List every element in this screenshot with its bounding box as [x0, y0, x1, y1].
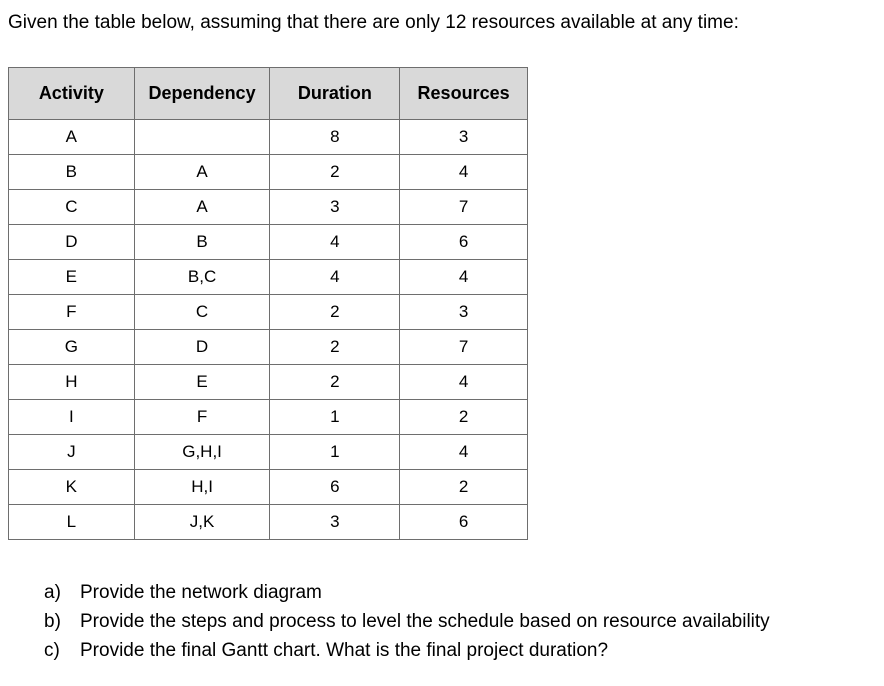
cell-duration: 2	[270, 155, 400, 190]
table-header	[9, 68, 528, 120]
cell-resources: 6	[400, 505, 528, 540]
intro-text: Given the table below, assuming that there are only 12 resources available at any time:	[8, 12, 739, 33]
cell-dependency: G,H,I	[134, 435, 270, 470]
cell-dependency: H,I	[134, 470, 270, 505]
cell-resources: 2	[400, 400, 528, 435]
cell-resources: 4	[400, 260, 528, 295]
table-row	[9, 225, 528, 260]
cell-dependency: J,K	[134, 505, 270, 540]
question-text: Provide the final Gantt chart. What is the final project duration?	[80, 640, 609, 661]
header-row	[9, 68, 528, 120]
cell-duration: 8	[270, 120, 400, 155]
question-item	[44, 578, 770, 607]
cell-duration: 4	[270, 225, 400, 260]
question-marker: c)	[44, 640, 60, 661]
cell-activity: D	[9, 225, 135, 260]
cell-activity: K	[9, 470, 135, 505]
cell-resources: 4	[400, 435, 528, 470]
table-row	[9, 435, 528, 470]
table-row	[9, 295, 528, 330]
header-dependency: Dependency	[134, 68, 270, 120]
cell-activity: C	[9, 190, 135, 225]
cell-dependency: A	[134, 190, 270, 225]
cell-activity: F	[9, 295, 135, 330]
cell-duration: 4	[270, 260, 400, 295]
table-body	[9, 120, 528, 540]
cell-duration: 2	[270, 330, 400, 365]
cell-activity: G	[9, 330, 135, 365]
table-row	[9, 260, 528, 295]
cell-activity: B	[9, 155, 135, 190]
question-item	[44, 636, 770, 665]
cell-activity: A	[9, 120, 135, 155]
cell-resources: 3	[400, 295, 528, 330]
cell-activity: J	[9, 435, 135, 470]
cell-dependency: D	[134, 330, 270, 365]
question-list	[44, 578, 770, 665]
cell-dependency: B,C	[134, 260, 270, 295]
header-resources: Resources	[400, 68, 528, 120]
cell-resources: 7	[400, 330, 528, 365]
cell-dependency: E	[134, 365, 270, 400]
cell-activity: I	[9, 400, 135, 435]
cell-duration: 3	[270, 190, 400, 225]
table-row	[9, 400, 528, 435]
table-row	[9, 330, 528, 365]
cell-resources: 2	[400, 470, 528, 505]
header-activity: Activity	[9, 68, 135, 120]
cell-duration: 6	[270, 470, 400, 505]
header-duration: Duration	[270, 68, 400, 120]
cell-resources: 4	[400, 155, 528, 190]
table-row	[9, 155, 528, 190]
table-row	[9, 190, 528, 225]
question-marker: b)	[44, 611, 61, 632]
activity-table	[8, 67, 528, 540]
cell-duration: 1	[270, 435, 400, 470]
cell-resources: 6	[400, 225, 528, 260]
cell-resources: 7	[400, 190, 528, 225]
cell-resources: 4	[400, 365, 528, 400]
cell-dependency: F	[134, 400, 270, 435]
cell-activity: L	[9, 505, 135, 540]
cell-activity: E	[9, 260, 135, 295]
table-row	[9, 470, 528, 505]
cell-duration: 1	[270, 400, 400, 435]
question-marker: a)	[44, 582, 61, 603]
cell-duration: 3	[270, 505, 400, 540]
cell-duration: 2	[270, 295, 400, 330]
cell-duration: 2	[270, 365, 400, 400]
cell-dependency: C	[134, 295, 270, 330]
question-text: Provide the steps and process to level the schedule based on resource availability	[80, 611, 770, 632]
table-row	[9, 505, 528, 540]
cell-activity: H	[9, 365, 135, 400]
question-item	[44, 607, 770, 636]
table-row	[9, 365, 528, 400]
cell-dependency: A	[134, 155, 270, 190]
cell-dependency	[134, 120, 270, 155]
cell-dependency: B	[134, 225, 270, 260]
table-row	[9, 120, 528, 155]
cell-resources: 3	[400, 120, 528, 155]
question-text: Provide the network diagram	[80, 582, 322, 603]
